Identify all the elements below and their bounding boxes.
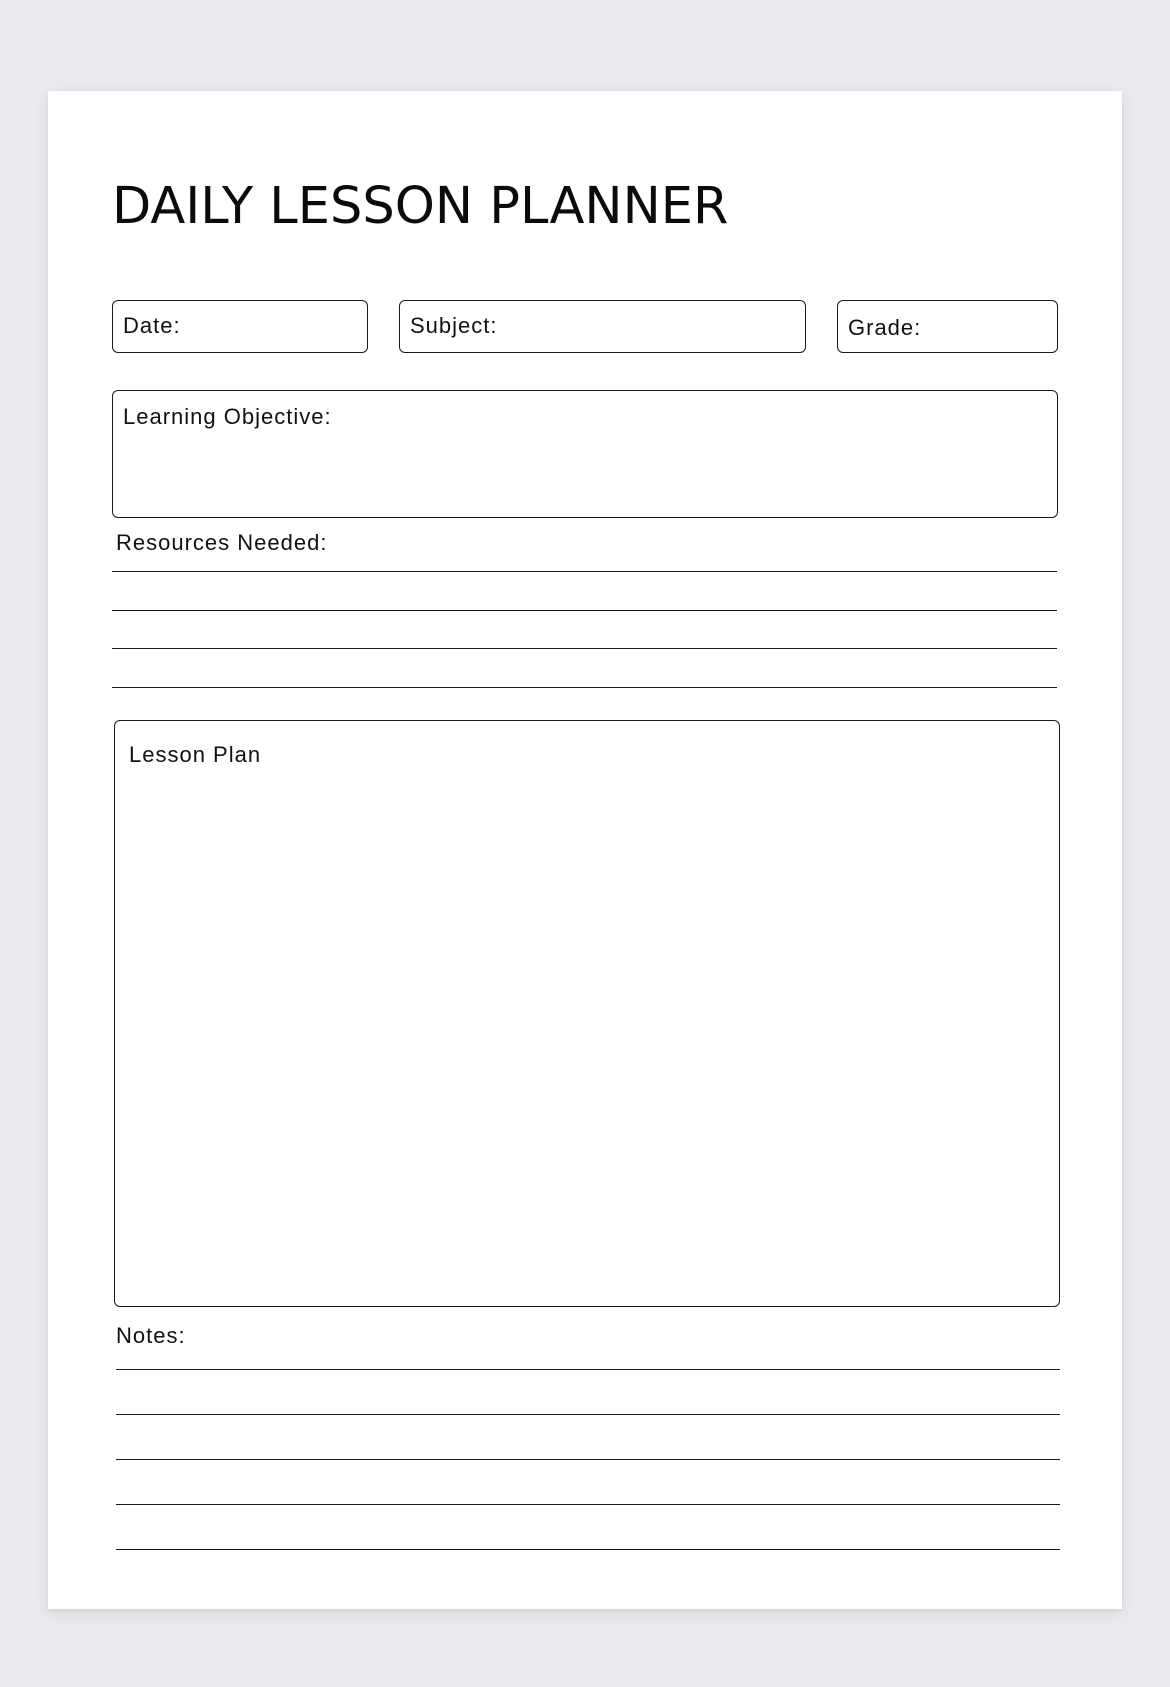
grade-label: Grade: bbox=[848, 315, 922, 340]
date-field[interactable] bbox=[112, 300, 368, 353]
date-label: Date: bbox=[123, 313, 181, 338]
page-title: DAILY LESSON PLANNER bbox=[112, 177, 729, 236]
resources-line[interactable] bbox=[112, 648, 1057, 649]
notes-line[interactable] bbox=[116, 1369, 1060, 1370]
resources-line[interactable] bbox=[112, 610, 1057, 611]
learning-objective-field[interactable] bbox=[112, 390, 1058, 518]
grade-field[interactable] bbox=[837, 300, 1058, 353]
resources-line[interactable] bbox=[112, 571, 1057, 572]
learning-objective-label: Learning Objective: bbox=[123, 404, 332, 429]
notes-label: Notes: bbox=[116, 1323, 186, 1348]
notes-line[interactable] bbox=[116, 1459, 1060, 1460]
resources-needed-label: Resources Needed: bbox=[116, 530, 328, 555]
resources-line[interactable] bbox=[112, 687, 1057, 688]
notes-line[interactable] bbox=[116, 1504, 1060, 1505]
lesson-plan-label: Lesson Plan bbox=[129, 742, 262, 767]
planner-sheet bbox=[48, 91, 1122, 1609]
lesson-plan-field[interactable] bbox=[114, 720, 1060, 1307]
notes-line[interactable] bbox=[116, 1549, 1060, 1550]
subject-field[interactable] bbox=[399, 300, 806, 353]
subject-label: Subject: bbox=[410, 313, 498, 338]
notes-line[interactable] bbox=[116, 1414, 1060, 1415]
